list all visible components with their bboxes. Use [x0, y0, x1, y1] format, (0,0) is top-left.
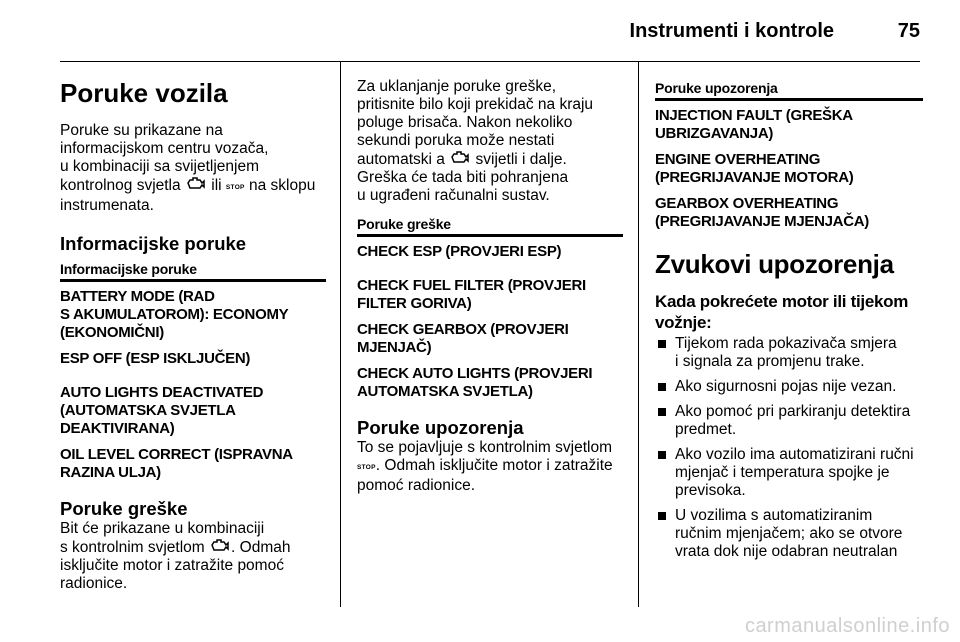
- bullet-square-icon: [658, 512, 666, 520]
- stop-icon: STOP: [225, 184, 245, 191]
- text-line: UBRIZGAVANJA): [655, 125, 774, 142]
- column-3: [655, 62, 923, 561]
- subheading-informacijske-poruke: Informacijske poruke: [60, 261, 326, 282]
- text-line: isključite motor i zatražite pomoć: [60, 557, 284, 574]
- message-check-fuel-filter: [357, 277, 623, 313]
- text-line: Greška će tada biti pohranjena: [357, 169, 569, 186]
- warning-sounds-list: [655, 335, 923, 561]
- header-title: Instrumenti i kontrole: [629, 20, 834, 42]
- column-divider-2: [638, 62, 639, 607]
- column-1: [60, 62, 326, 593]
- message-check-gearbox: [357, 321, 623, 357]
- text-line: CHECK GEARBOX (PROVJERI: [357, 321, 569, 338]
- column-2: [357, 62, 623, 495]
- list-item: [655, 403, 923, 439]
- intro-paragraph: [60, 122, 326, 215]
- text-span: ili: [211, 177, 222, 194]
- text-line: U vozilima s automatiziranim: [675, 507, 873, 524]
- bullet-square-icon: [658, 408, 666, 416]
- text-line: vožnje:: [655, 313, 712, 332]
- bullet-square-icon: [658, 383, 666, 391]
- text-line: vrata dok nije odabran neutralan: [675, 543, 898, 560]
- text-line: Bit će prikazane u kombinaciji: [60, 520, 265, 537]
- text-line: [60, 538, 326, 557]
- message-oil-level-correct: [60, 446, 326, 482]
- text-line: CHECK AUTO LIGHTS (PROVJERI: [357, 365, 593, 382]
- text-line: Ako pomoć pri parkiranju detektira: [675, 403, 911, 420]
- text-line: OIL LEVEL CORRECT (ISPRAVNA: [60, 446, 293, 463]
- text-line: RAZINA ULJA): [60, 464, 161, 481]
- column-divider-1: [340, 62, 341, 607]
- text-line: [357, 150, 623, 169]
- text-line: [60, 176, 326, 197]
- text-line: instrumenata.: [60, 197, 154, 214]
- section-heading-poruke-vozila: Poruke vozila: [60, 78, 228, 108]
- subheading-kada-pokrecete-motor: [655, 291, 923, 333]
- text-span: s kontrolnim svjetlom: [60, 539, 205, 556]
- bullet-square-icon: [658, 340, 666, 348]
- text-line: u kombinaciji sa svijetljenjem: [60, 158, 259, 175]
- text-line: GEARBOX OVERHEATING: [655, 195, 839, 212]
- text-line: S AKUMULATOROM): ECONOMY: [60, 306, 289, 323]
- text-line: AUTOMATSKA SVJETLA): [357, 383, 533, 400]
- subheading-poruke-greske: Poruke greške: [357, 216, 623, 237]
- text-line: Kada pokrećete motor ili tijekom: [655, 292, 909, 311]
- text-span: . Odmah: [231, 539, 291, 556]
- text-span: svijetli i dalje.: [475, 151, 567, 168]
- page-header: [60, 0, 920, 62]
- message-esp-off: [60, 350, 326, 368]
- text-line: mjenjač i temperatura spojke je: [675, 464, 890, 481]
- text-line: pritisnite bilo koji prekidač na kraju: [357, 96, 594, 113]
- text-line: Tijekom rada pokazivača smjera: [675, 335, 897, 352]
- subheading-poruke-upozorenja: Poruke upozorenja: [655, 80, 923, 101]
- page-number: 75: [897, 20, 920, 42]
- engine-warning-icon: [449, 150, 471, 169]
- text-line: To se pojavljuje s kontrolnim svjetlom: [357, 439, 612, 456]
- text-line: (PREGRIJAVANJE MOTORA): [655, 169, 854, 186]
- message-check-esp: [357, 243, 623, 261]
- text-line: poluge brisača. Nakon nekoliko: [357, 114, 573, 131]
- engine-warning-icon: [209, 538, 231, 557]
- message-check-auto-lights: [357, 365, 623, 401]
- text-span: automatski a: [357, 151, 445, 168]
- text-line: DEAKTIVIRANA): [60, 420, 175, 437]
- list-item: [655, 446, 923, 500]
- text-line: Ako vozilo ima automatizirani ručni: [675, 446, 914, 463]
- text-line: INJECTION FAULT (GREŠKA: [655, 107, 853, 124]
- heading-poruke-greske: Poruke greške: [60, 498, 188, 519]
- text-line: sekundi poruka može nestati: [357, 132, 555, 149]
- text-span: . Odmah isključite motor i zatražite: [375, 457, 613, 474]
- list-item: [655, 335, 923, 371]
- text-line: ENGINE OVERHEATING: [655, 151, 821, 168]
- text-line: ESP OFF (ESP ISKLJUČEN): [60, 350, 251, 367]
- section-heading-zvukovi-upozorenja: Zvukovi upozorenja: [655, 249, 894, 279]
- text-line: FILTER GORIVA): [357, 295, 472, 312]
- text-line: AUTO LIGHTS DEACTIVATED: [60, 384, 264, 401]
- text-line: (PREGRIJAVANJE MJENJAČA): [655, 213, 869, 230]
- text-line: CHECK FUEL FILTER (PROVJERI: [357, 277, 586, 294]
- errors-paragraph: [60, 520, 326, 593]
- text-line: informacijskom centru vozača,: [60, 140, 269, 157]
- heading-informacijske-poruke: Informacijske poruke: [60, 233, 247, 254]
- heading-poruke-upozorenja: Poruke upozorenja: [357, 417, 524, 438]
- text-line: MJENJAČ): [357, 339, 432, 356]
- text-span: kontrolnog svjetla: [60, 177, 181, 194]
- text-span: na sklopu: [249, 177, 316, 194]
- text-line: BATTERY MODE (RAD: [60, 288, 215, 305]
- message-engine-overheating: [655, 151, 923, 187]
- text-line: Ako sigurnosni pojas nije vezan.: [675, 378, 897, 395]
- text-line: i signala za promjenu trake.: [675, 353, 865, 370]
- text-line: [357, 457, 623, 477]
- engine-warning-icon: [185, 176, 207, 195]
- text-line: predmet.: [675, 421, 737, 438]
- stop-icon: STOP: [357, 464, 376, 471]
- warnings-paragraph: [357, 439, 623, 495]
- text-line: u ugrađeni računalni sustav.: [357, 187, 550, 204]
- text-line: previsoka.: [675, 482, 746, 499]
- text-line: ručnim mjenjačem; ako se otvore: [675, 525, 903, 542]
- text-line: CHECK ESP (PROVJERI ESP): [357, 243, 562, 260]
- text-line: Za uklanjanje poruke greške,: [357, 78, 557, 95]
- text-line: (EKONOMIČNI): [60, 324, 164, 341]
- message-injection-fault: [655, 107, 923, 143]
- list-item: [655, 507, 923, 561]
- bullet-square-icon: [658, 451, 666, 459]
- message-gearbox-overheating: [655, 195, 923, 231]
- text-line: (AUTOMATSKA SVJETLA: [60, 402, 236, 419]
- message-auto-lights-deactivated: [60, 384, 326, 438]
- list-item: [655, 378, 923, 396]
- watermark: carmanualsonline.info: [744, 615, 950, 637]
- text-line: radionice.: [60, 575, 128, 592]
- text-line: pomoć radionice.: [357, 477, 476, 494]
- message-battery-mode: [60, 288, 326, 342]
- clear-error-paragraph: [357, 78, 623, 205]
- text-line: Poruke su prikazane na: [60, 122, 223, 139]
